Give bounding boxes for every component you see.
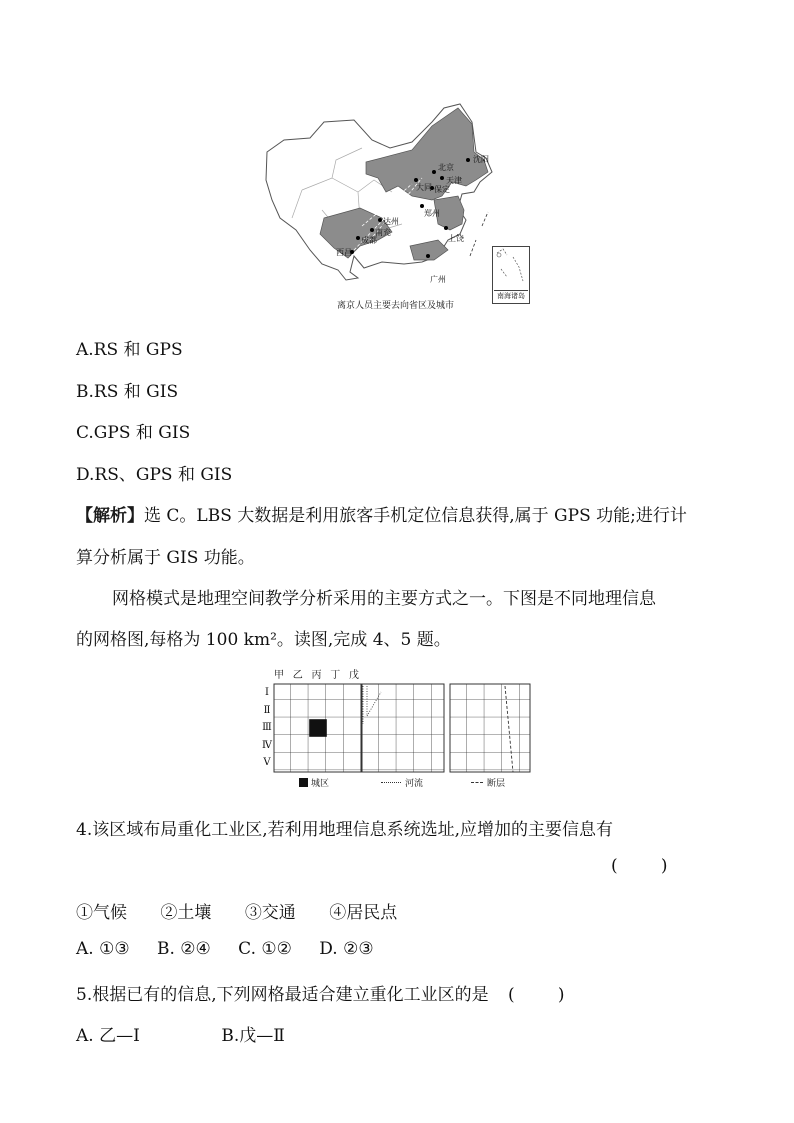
option-c: C.GPS 和 GIS xyxy=(76,423,191,443)
q4-item-3: ③交通 xyxy=(244,903,296,923)
row-header-2: Ⅱ xyxy=(263,704,271,716)
col-header-wu: 戊 xyxy=(349,670,359,681)
legend-city-label: 城区 xyxy=(311,779,330,789)
q5-line xyxy=(76,980,565,1005)
legend-fault-label: 断层 xyxy=(487,779,506,789)
legend-river-label: 河流 xyxy=(405,779,424,789)
q4-item-4: ④居民点 xyxy=(329,903,398,923)
city-label-shangrao: 上饶 xyxy=(448,234,464,243)
city-label-chengdu: 成都 xyxy=(361,236,377,245)
city-label-guangzhou: 广州 xyxy=(430,275,446,284)
q4-stem: 4.该区域布局重化工业区,若利用地理信息系统选址,应增加的主要信息有 xyxy=(76,820,614,840)
analysis-tag: 【解析】 xyxy=(76,506,144,526)
grid-figure xyxy=(255,664,535,792)
row-header-5: Ⅴ xyxy=(263,757,271,769)
inset-islands xyxy=(493,247,529,291)
city-label-shenyang: 沈阳 xyxy=(473,155,489,164)
inset-label: 南海诸岛 xyxy=(494,290,528,301)
legend-fault xyxy=(471,776,505,789)
option-d: D.RS、GPS 和 GIS xyxy=(76,465,233,485)
legend-city xyxy=(299,776,329,789)
q4-options xyxy=(76,939,402,959)
q4-item-1: ①气候 xyxy=(76,903,127,923)
city-label-beijing: 北京 xyxy=(438,163,454,172)
row-header-1: Ⅰ xyxy=(265,687,269,698)
legend-fault-swatch xyxy=(471,782,483,783)
q4-option-a: A. ①③ xyxy=(76,939,130,959)
q5-option-b: B.戊—Ⅱ xyxy=(221,1026,285,1046)
q4-item-2: ②土壤 xyxy=(160,903,212,923)
grid-panel-river xyxy=(361,684,444,772)
row-header-3: Ⅲ xyxy=(262,722,272,734)
legend-river xyxy=(381,776,423,789)
city-label-baoding: 保定 xyxy=(434,185,450,194)
city-label-xichang: 西昌 xyxy=(336,248,352,257)
q4-items xyxy=(76,898,425,923)
grid-panel-city xyxy=(274,684,362,772)
city-label-tianjin: 天津 xyxy=(446,176,462,185)
analysis-line-1 xyxy=(76,501,687,526)
q4-option-b: B. ②④ xyxy=(156,939,211,959)
q4-option-c: C. ①② xyxy=(238,939,292,959)
analysis-line-2: 算分析属于 GIS 功能。 xyxy=(76,548,255,568)
city-cell xyxy=(309,719,327,737)
q5-option-a: A. 乙—Ⅰ xyxy=(76,1026,140,1046)
city-label-datong: 大同 xyxy=(416,183,432,192)
intro-line-1: 网格模式是地理空间教学分析采用的主要方式之一。下图是不同地理信息 xyxy=(112,589,656,609)
q5-stem: 5.根据已有的信息,下列网格最适合建立重化工业区的是 xyxy=(76,985,489,1005)
legend-city-swatch xyxy=(299,778,308,787)
grid-panels xyxy=(255,664,535,774)
analysis-text-1: 选 C。LBS 大数据是利用旅客手机定位信息获得,属于 GPS 功能;进行计 xyxy=(144,506,687,526)
south-china-sea-inset xyxy=(492,246,530,304)
col-header-ding: 丁 xyxy=(330,670,341,681)
option-a: A.RS 和 GPS xyxy=(76,340,183,360)
city-label-nanchong: 南充 xyxy=(375,228,391,237)
q5-options xyxy=(76,1021,285,1046)
col-header-yi: 乙 xyxy=(292,670,303,681)
china-map-figure xyxy=(262,100,532,315)
city-label-zhengzhou: 郑州 xyxy=(424,209,440,218)
map-caption: 离京人员主要去向省区及城市 xyxy=(337,301,455,311)
city-label-dazhou: 达州 xyxy=(383,217,399,226)
row-header-4: Ⅳ xyxy=(262,739,272,751)
q5-answer-bracket: ( ) xyxy=(508,985,565,1005)
option-b: B.RS 和 GIS xyxy=(76,382,179,402)
intro-line-2: 的网格图,每格为 100 km²。读图,完成 4、5 题。 xyxy=(76,630,451,650)
col-header-bing: 丙 xyxy=(311,670,322,681)
col-header-jia: 甲 xyxy=(274,670,284,681)
q4-answer-bracket: ( ) xyxy=(611,856,668,876)
q4-option-d: D. ②③ xyxy=(319,939,374,959)
legend-river-swatch xyxy=(381,782,401,783)
grid-panel-fault xyxy=(450,684,530,772)
